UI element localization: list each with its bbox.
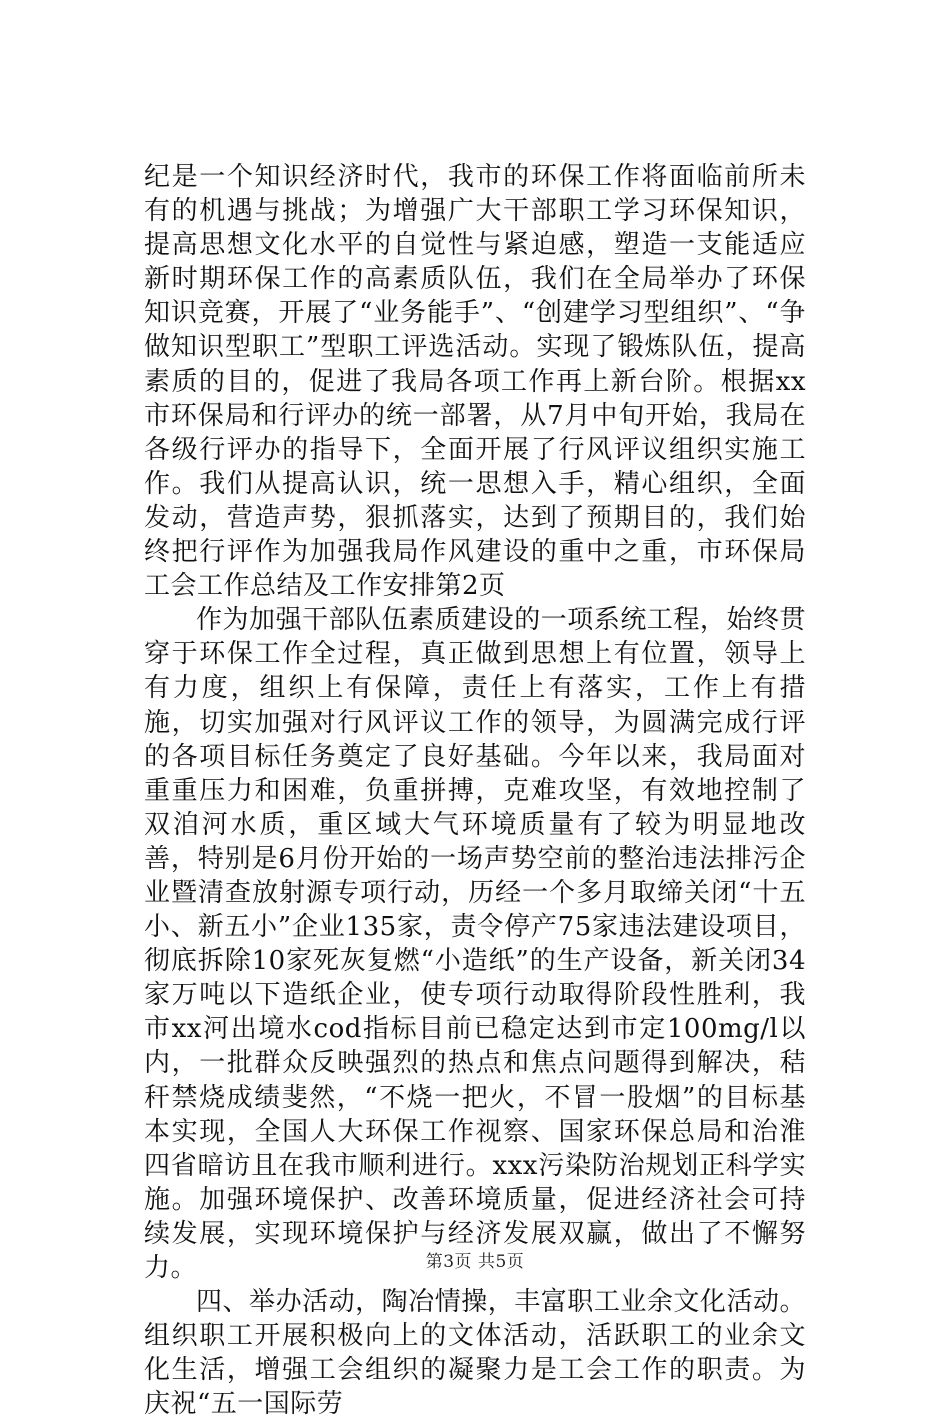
- paragraph-section-four: 四、举办活动，陶冶情操，丰富职工业余文化活动。组织职工开展积极向上的文体活动，活跃职工的业余文化生活，增强工会组织的凝聚力是工会工作的职责。为庆祝“五一国际劳: [144, 1287, 806, 1420]
- page-number-label: 第3页 共5页: [425, 1252, 525, 1272]
- paragraph-work-summary: 作为加强干部队伍素质建设的一项系统工程，始终贯穿于环保工作全过程，真正做到思想上有位置，领导上有力度，组织上有保障，责任上有落实，工作上有措施，切实加强对行风评议工作的领导，为圆满完成行评的各项目标任务奠定了良好基础。今年以来，我局面对重重压力和困难，负重拼搏，克难攻坚，有效地控制了双洎河水质，重区域大气环境质量有了较为明显地改善，特别是6月份开始的一场声势空前的整治违法排污企业暨清查放射源专项行动，历经一个多月取缔关闭“十五小、新五小”企业135家，责令停产75家违法建设项目，彻底拆除10家死灰复燃“小造纸”的生产设备，新关闭34家万吨以下造纸企业，使专项行动取得阶段性胜利，我市xx河出境水cod指标目前已稳定达到市定100mg/l以内，一批群众反映强烈的热点和焦点问题得到解决，秸秆禁烧成绩斐然，“不烧一把火，不冒一股烟”的目标基本实现，全国人大环保工作视察、国家环保总局和治淮四省暗访且在我市顺利进行。xxx污染防治规划正科学实施。加强环境保护、改善环境质量，促进经济社会可持续发展，实现环境保护与经济发展双赢，做出了不懈努力。: [144, 605, 806, 1283]
- document-body: [144, 160, 806, 1421]
- paragraph-continuation: 纪是一个知识经济时代，我市的环保工作将面临前所未有的机遇与挑战；为增强广大干部职工学习环保知识，提高思想文化水平的自觉性与紧迫感，塑造一支能适应新时期环保工作的高素质队伍，我们在全局举办了环保知识竞赛，开展了“业务能手”、“创建学习型组织”、“争做知识型职工”型职工评选活动。实现了锻炼队伍，提高素质的目的，促进了我局各项工作再上新台阶。根据xx市环保局和行评办的统一部署，从7月中旬开始，我局在各级行评办的指导下，全面开展了行风评议组织实施工作。我们从提高认识，统一思想入手，精心组织，全面发动，营造声势，狠抓落实，达到了预期目的，我们始终把行评作为加强我局作风建设的重中之重，市环保局工会工作总结及工作安排第2页: [144, 162, 806, 602]
- page-footer: [0, 1247, 950, 1272]
